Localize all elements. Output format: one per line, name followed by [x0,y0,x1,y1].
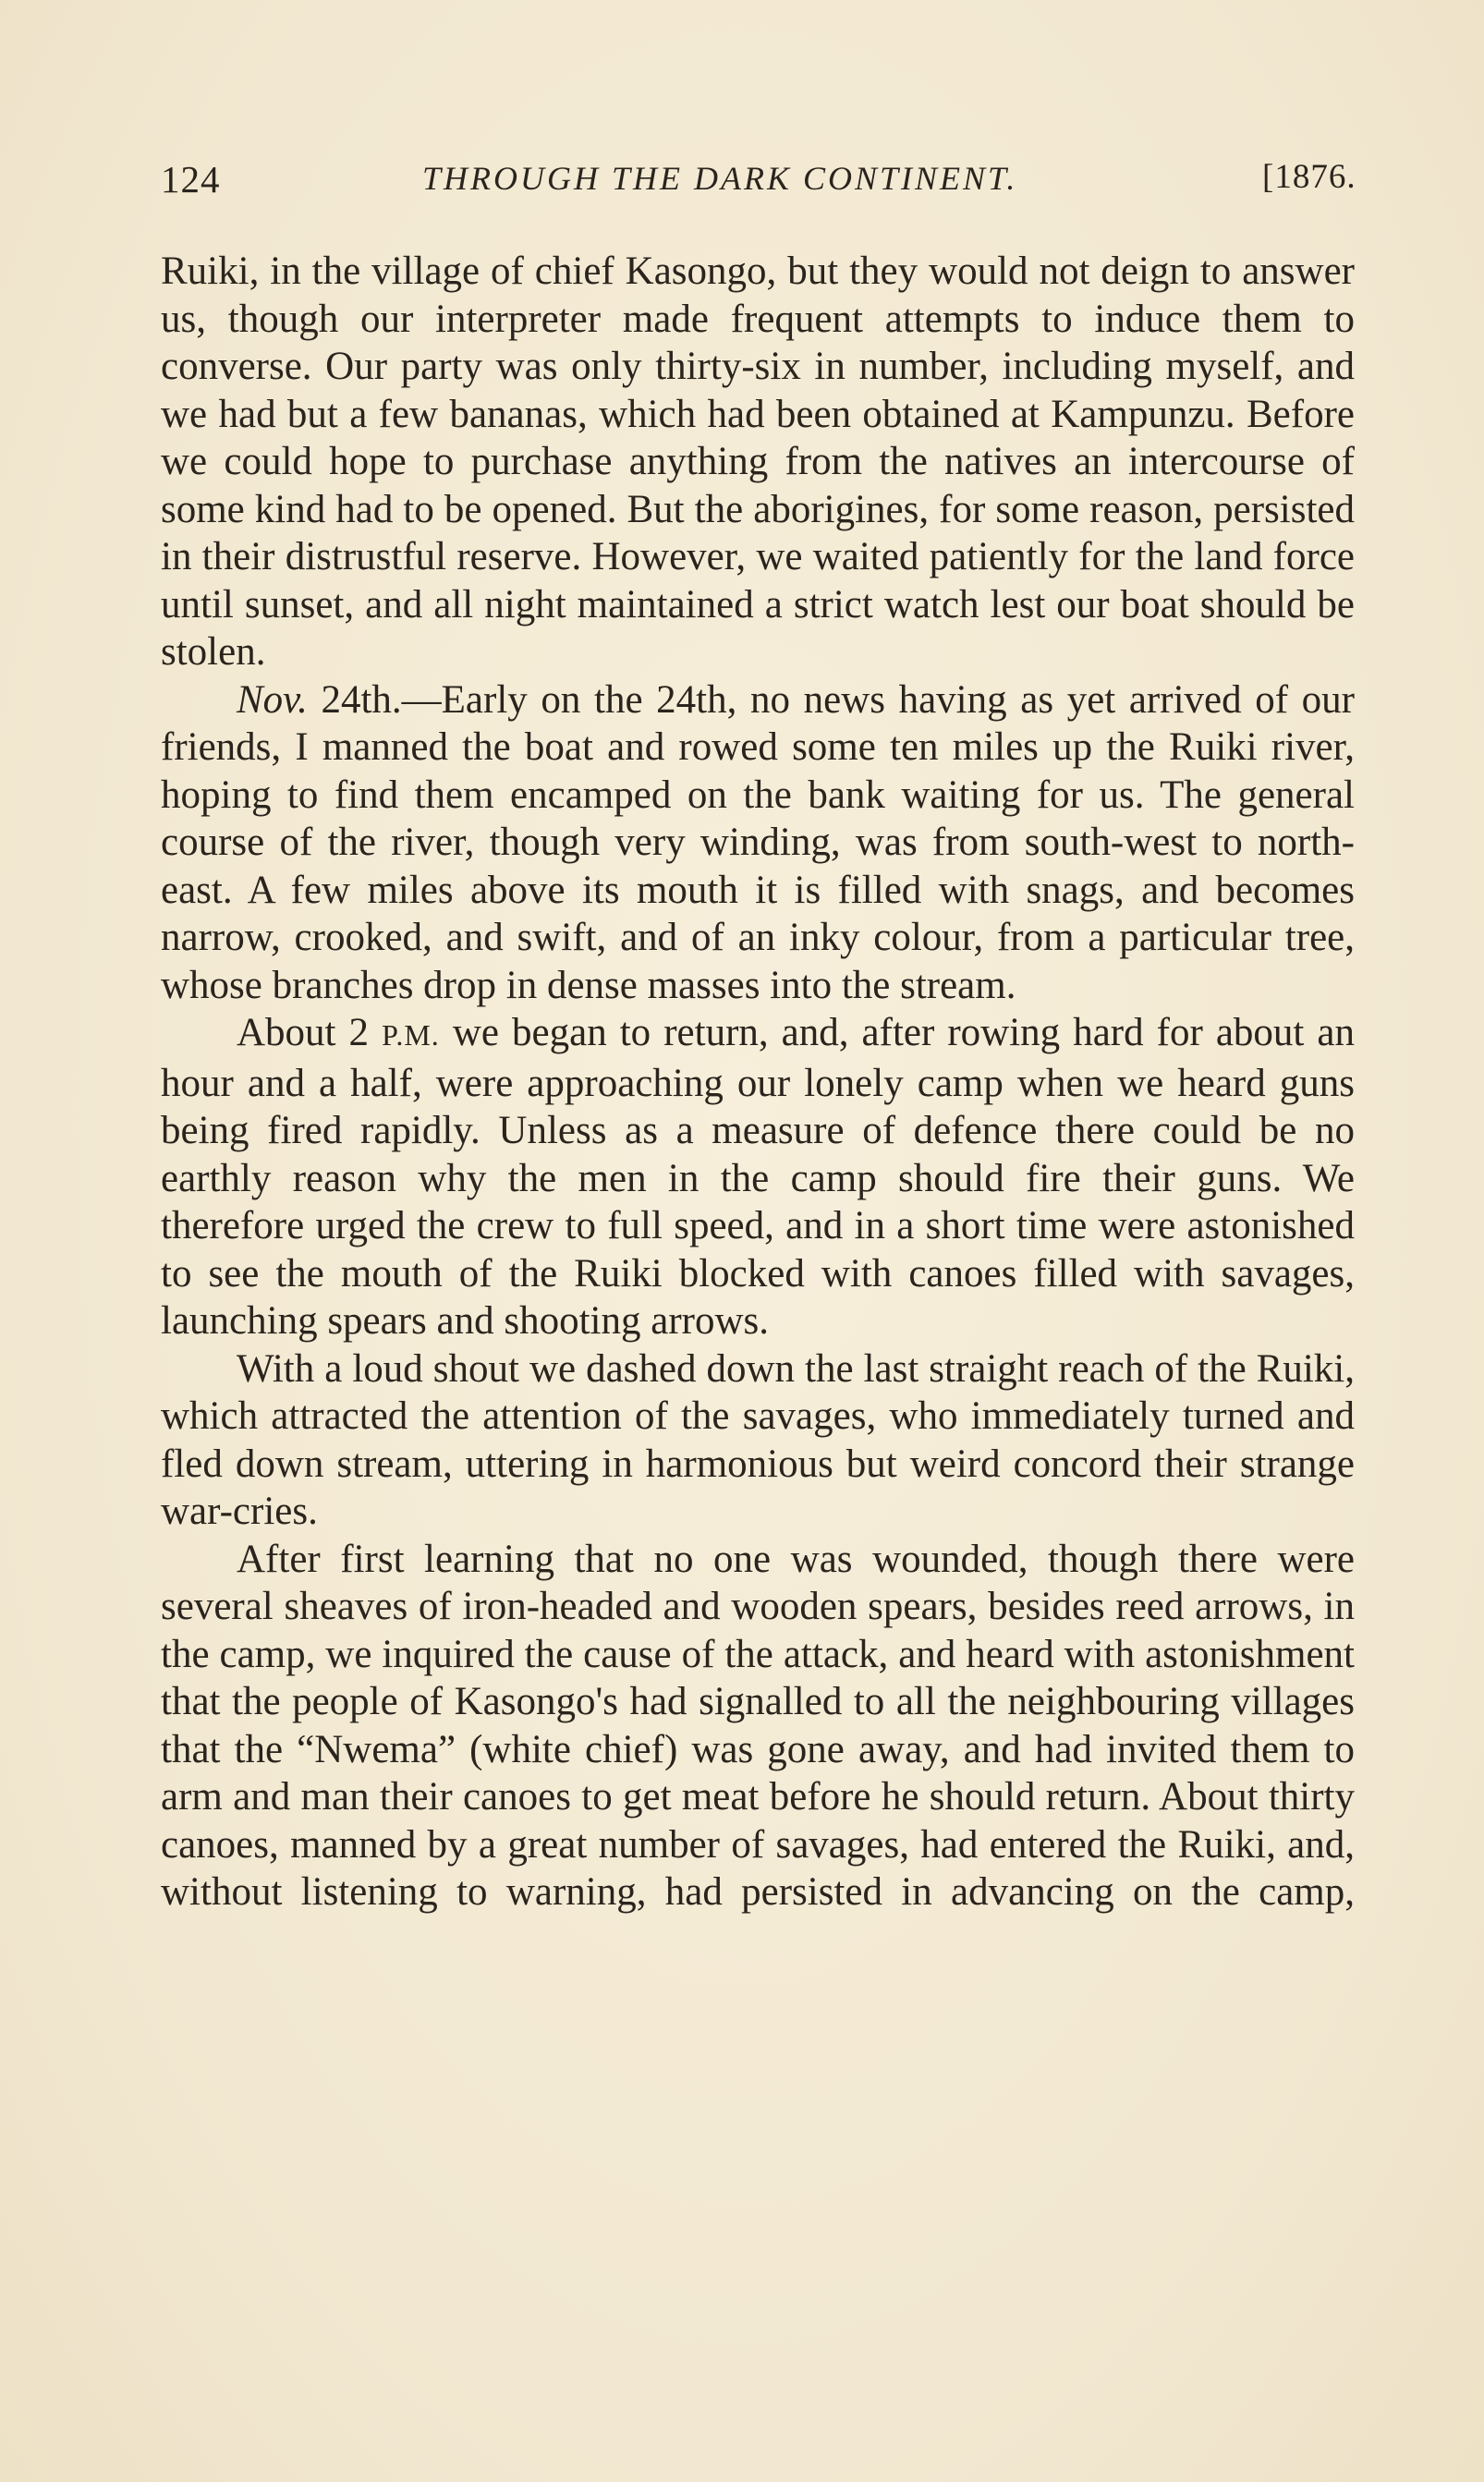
paragraph-2 [161,676,1355,1010]
paragraph-4 [161,1345,1355,1536]
paragraph-5-text: After first learning that no one was wounded, though there were several sheaves of iron-headed and wooden spears, besides reed arrows, in the camp, we inquired the cause of the attack, and heard with astonishment that the people of Kasongo's had signalled to all the neighbouring villages that the “Nwema” (white chief) was gone away, and had invited them to arm and man their canoes to get meat before he should return. About thirty canoes, manned by a great number of savages, had entered the Ruiki, and, without listening to warning, had persisted in advancing on the camp, [161,1537,1355,1914]
paragraph-4-text: With a loud shout we dashed down the last straight reach of the Ruiki, which attracted the attention of the savages, who immediately turned and fled down stream, uttering in harmonious but weird concord their strange war-cries. [161,1346,1355,1533]
paragraph-3-text-before: About 2 [237,1011,383,1054]
paragraph-3-text-after: we began to return, and, after rowing hard for about an hour and a half, were approaching our lonely camp when we heard guns being fired rapidly. Unless as a measure of defence there could be no earthly reason why the men in the camp should fire their guns. We therefore urged the crew to full speed, and in a short time were astonished to see the mouth of the Ruiki blocked with canoes filled with savages, launching spears and shooting arrows. [161,1011,1356,1343]
paragraph-2-date: Nov. [237,677,308,722]
paragraph-3-time: P.M. [382,1018,440,1052]
year-marker: [1876. [1262,158,1356,196]
page-header [161,157,1362,213]
paragraph-2-text: 24th.—Early on the 24th, no news having as yet arrived of our friends, I manned the boat and rowed some ten miles up the Ruiki river, hoping to find them encamped on the bank waiting for us. The general course of the river, though very winding, was from south-west to north-east. A few miles above its mouth it is filled with snags, and becomes narrow, crooked, and swift, and of an inky colour, from a particular tree, whose branches drop in dense masses into the stream. [161,677,1355,1007]
paragraph-5 [161,1536,1355,1916]
running-title: THROUGH THE DARK CONTINENT. [422,160,1018,197]
page-number: 124 [161,158,221,201]
paragraph-1 [161,248,1355,676]
paragraph-3 [161,1009,1355,1345]
body-text [161,248,1355,1916]
paragraph-1-text: Ruiki, in the village of chief Kasongo, but they would not deign to answer us, though our interpreter made frequent attempts to induce them to converse. Our party was only thirty-six in number, including myself, and we had but a few bananas, which had been obtained at Kampunzu. Before we could hope to purchase anything from the natives an intercourse of some kind had to be opened. But the aborigines, for some reason, persisted in their distrustful reserve. However, we waited patiently for the land force until sunset, and all night maintained a strict watch lest our boat should be stolen. [161,249,1355,674]
